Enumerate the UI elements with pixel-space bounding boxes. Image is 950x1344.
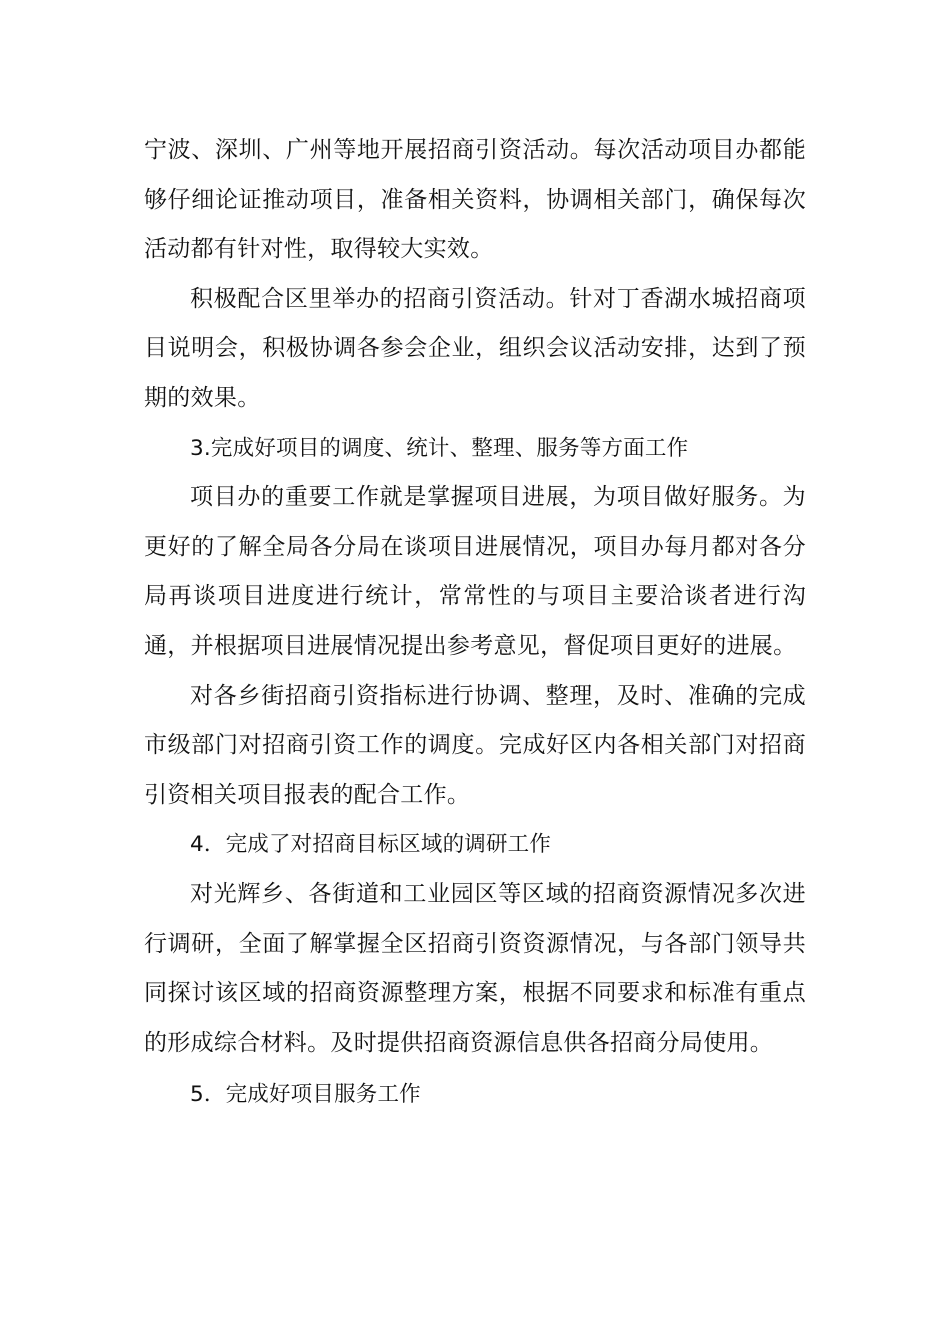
paragraph-region-research: 对光辉乡、各街道和工业园区等区域的招商资源情况多次进行调研，全面了解掌握全区招商引资资源情况，与各部门领导共同探讨该区域的招商资源整理方案，根据不同要求和标准有重点的形成综合材料。及时提供招商资源信息供各招商分局使用。 — [144, 880, 806, 1056]
paragraph-activities: 宁波、深圳、广州等地开展招商引资活动。每次活动项目办都能够仔细论证推动项目，准备相关资料，协调相关部门，确保每次活动都有针对性，取得较大实效。 — [144, 137, 806, 263]
paragraph-project-progress: 项目办的重要工作就是掌握项目进展，为项目做好服务。为更好的了解全局各分局在谈项目进展情况，项目办每月都对各分局再谈项目进度进行统计，常常性的与项目主要洽谈者进行沟通，并根据项目进展情况提出参考意见，督促项目更好的进展。 — [144, 484, 806, 659]
paragraph-indicator-coordination: 对各乡街招商引资指标进行协调、整理，及时、准确的完成市级部门对招商引资工作的调度。完成好区内各相关部门对招商引资相关项目报表的配合工作。 — [144, 682, 806, 808]
section-heading-4: 4．完成了对招商目标区域的调研工作 — [190, 832, 552, 858]
document-body — [144, 126, 806, 1120]
paragraph-district-events: 积极配合区里举办的招商引资活动。针对丁香湖水城招商项目说明会，积极协调各参会企业，组织会议活动安排，达到了预期的效果。 — [144, 285, 806, 411]
section-heading-3: 3.完成好项目的调度、统计、整理、服务等方面工作 — [190, 435, 689, 461]
section-heading-5: 5．完成好项目服务工作 — [190, 1082, 421, 1108]
